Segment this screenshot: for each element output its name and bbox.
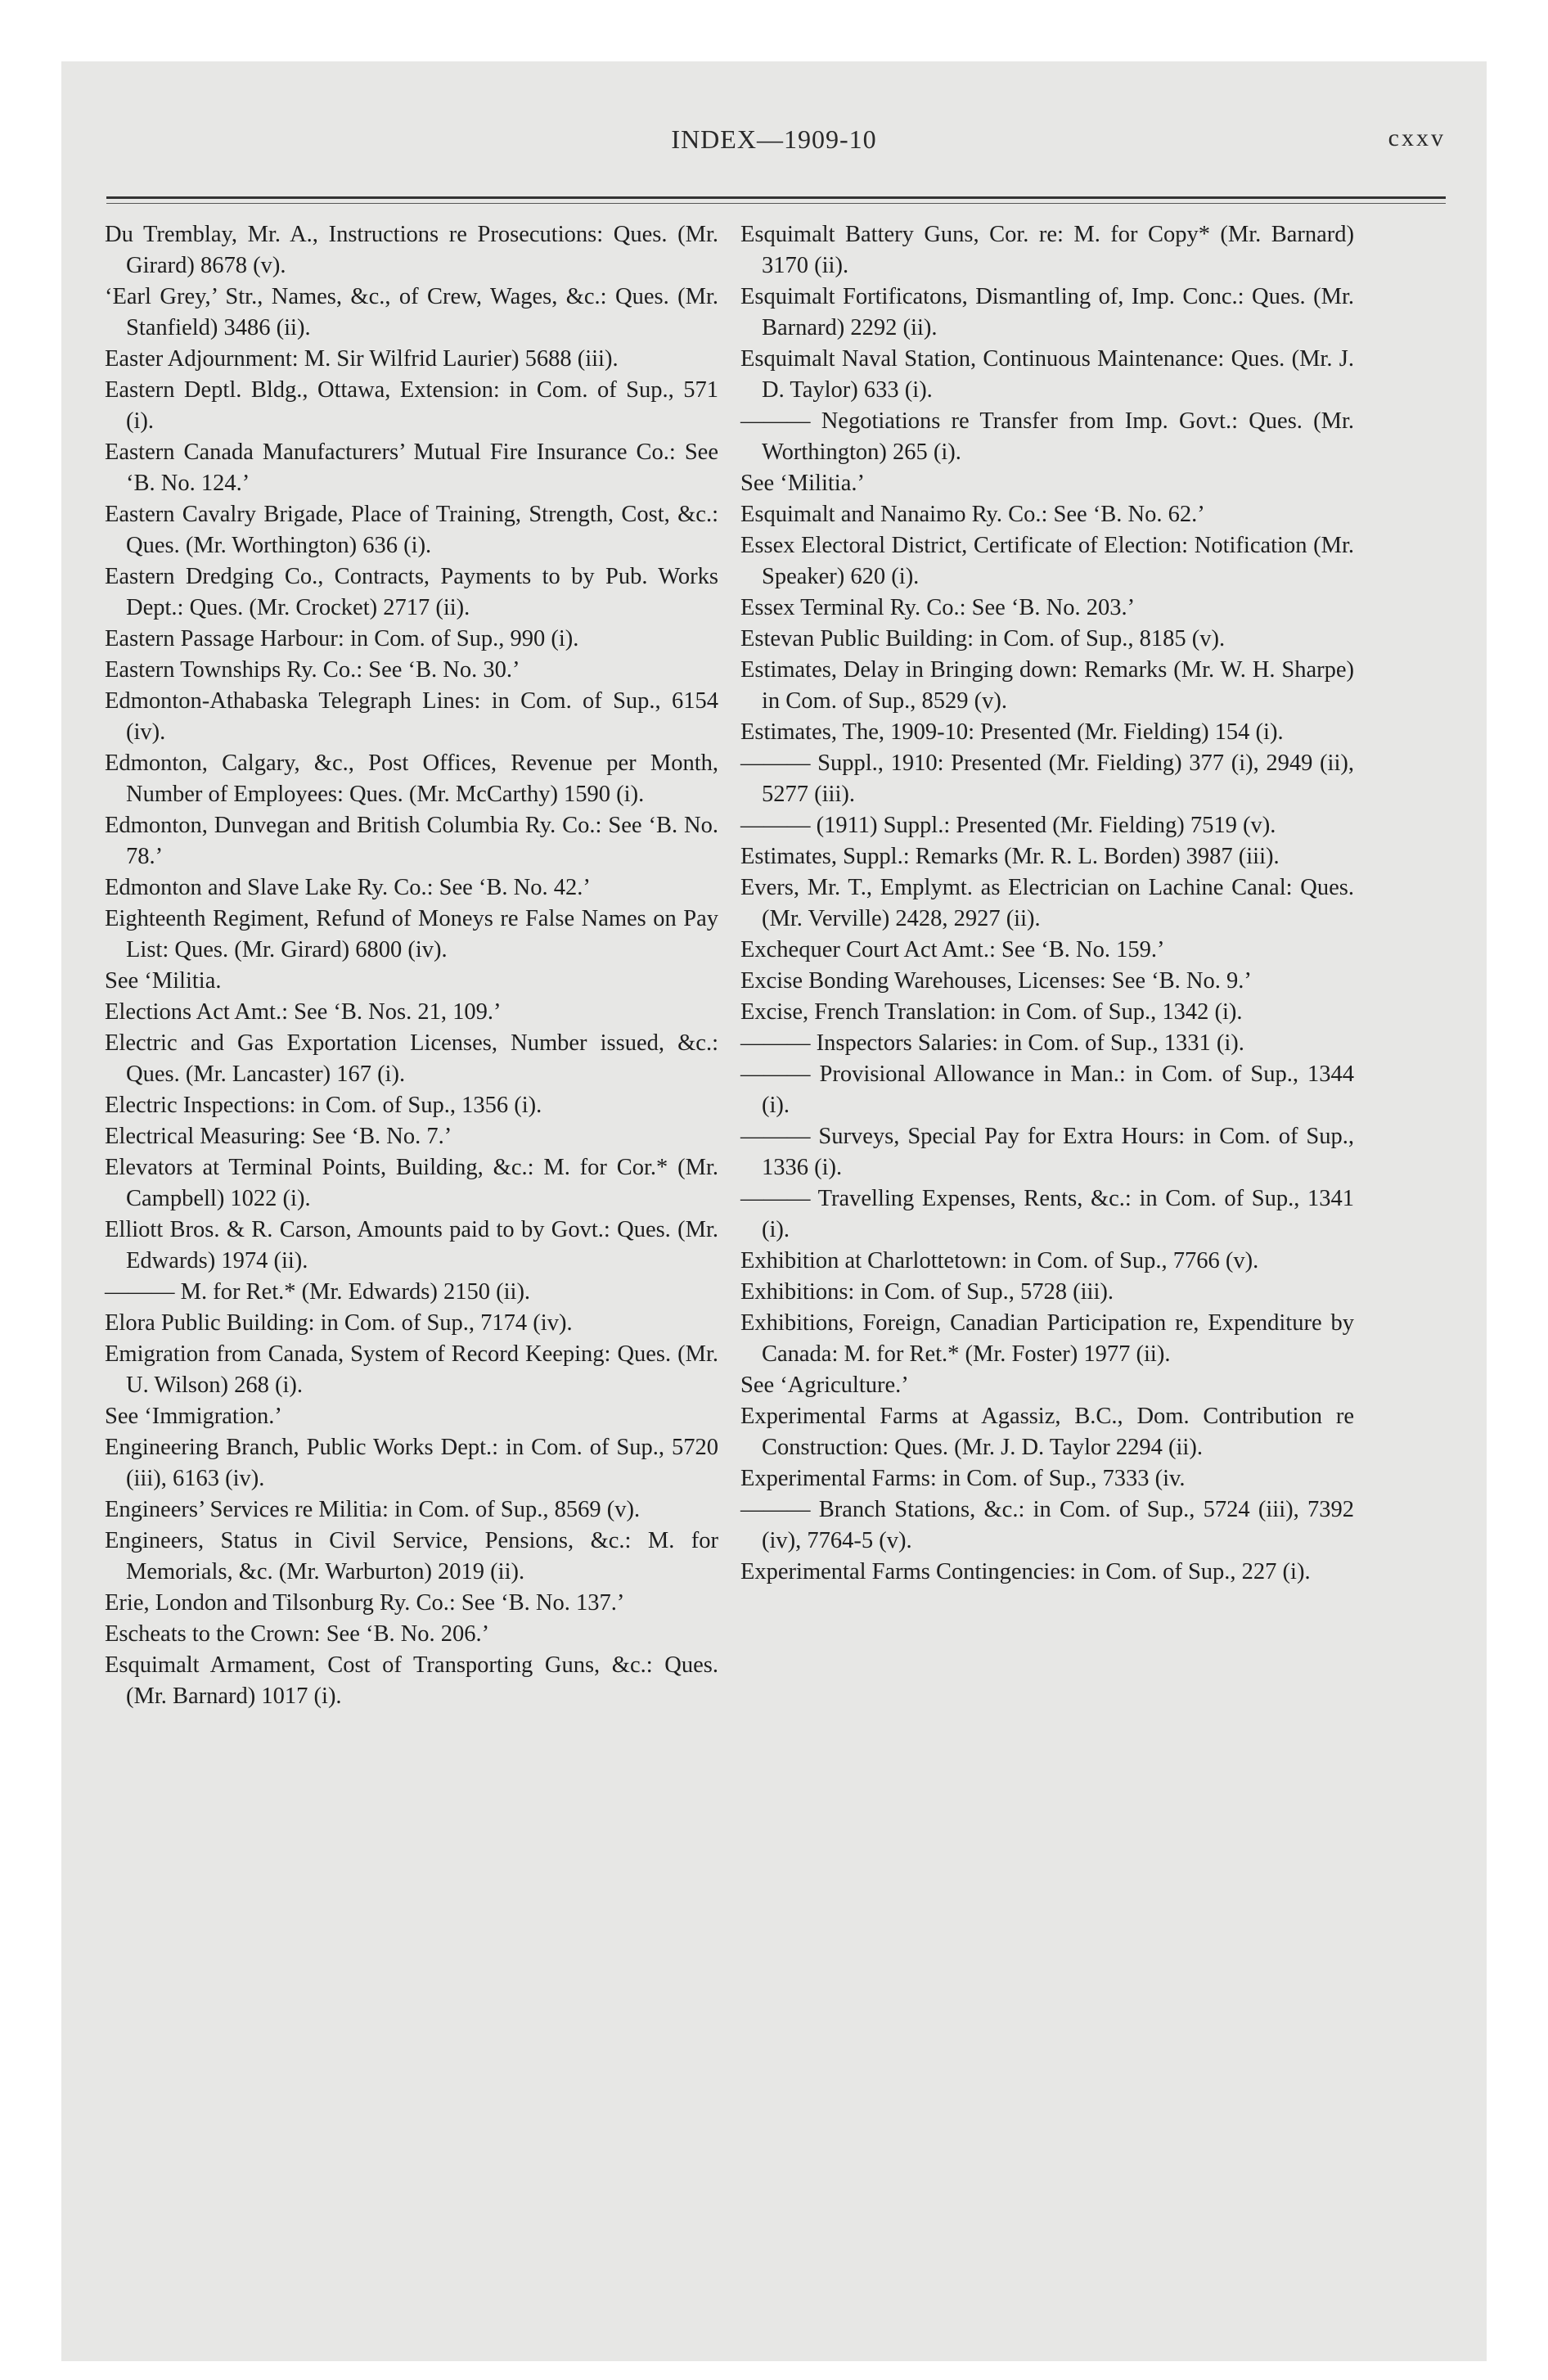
index-entry: Elora Public Building: in Com. of Sup., 7174 (iv). <box>105 1310 573 1336</box>
index-entry: Esquimalt Battery Guns, Cor. re: M. for Copy* (Mr. Barnard) 3170 (ii). <box>740 222 1354 278</box>
index-entry: Elliott Bros. & R. Carson, Amounts paid to by Govt.: Ques. (Mr. Edwards) 1974 (ii). <box>105 1217 718 1273</box>
index-entry: Edmonton, Calgary, &c., Post Offices, Revenue per Month, Number of Employees: Ques. (Mr. McCarthy) 1590 (i). <box>105 751 718 807</box>
index-entry: Esquimalt Fortificatons, Dismantling of, Imp. Conc.: Ques. (Mr. Barnard) 2292 (ii). <box>740 284 1354 340</box>
index-entry: Exhibitions, Foreign, Canadian Participation re, Expenditure by Canada: M. for Ret.* (Mr. Foster) 1977 (ii). <box>740 1310 1354 1367</box>
index-entry: Evers, Mr. T., Emplymt. as Electrician on Lachine Canal: Ques. (Mr. Verville) 2428, 2927 (ii). <box>740 875 1354 931</box>
index-entry: Eastern Dredging Co., Contracts, Payments to by Pub. Works Dept.: Ques. (Mr. Crocket) 2717 (ii). <box>105 564 718 620</box>
index-entry: See ‘Agriculture.’ <box>740 1373 909 1398</box>
index-entry: Engineers’ Services re Militia: in Com. of Sup., 8569 (v). <box>105 1497 641 1522</box>
index-entry: Eastern Cavalry Brigade, Place of Training, Strength, Cost, &c.: Ques. (Mr. Worthington) 636 (i). <box>105 502 718 558</box>
index-entry: Esquimalt Naval Station, Continuous Maintenance: Ques. (Mr. J. D. Taylor) 633 (i). <box>740 346 1354 403</box>
index-entry: Eastern Deptl. Bldg., Ottawa, Extension: in Com. of Sup., 571 (i). <box>105 377 718 434</box>
index-entry: ——— Surveys, Special Pay for Extra Hours: in Com. of Sup., 1336 (i). <box>740 1124 1354 1180</box>
index-entry: ——— Provisional Allowance in Man.: in Com. of Sup., 1344 (i). <box>740 1062 1354 1118</box>
index-entry: Electric Inspections: in Com. of Sup., 1356 (i). <box>105 1093 542 1118</box>
index-entry: Estevan Public Building: in Com. of Sup., 8185 (v). <box>740 626 1226 651</box>
index-entry: Exchequer Court Act Amt.: See ‘B. No. 159.’ <box>740 937 1165 962</box>
index-entry: ——— Inspectors Salaries: in Com. of Sup., 1331 (i). <box>740 1030 1244 1056</box>
header-rule <box>106 196 1446 199</box>
index-entry: Estimates, Suppl.: Remarks (Mr. R. L. Borden) 3987 (iii). <box>740 844 1280 869</box>
index-entry: See ‘Militia.’ <box>740 471 865 496</box>
index-entry: See ‘Immigration.’ <box>105 1404 282 1429</box>
index-entry: Erie, London and Tilsonburg Ry. Co.: See ‘B. No. 137.’ <box>105 1590 625 1616</box>
index-entry: Estimates, Delay in Bringing down: Remarks (Mr. W. H. Sharpe) in Com. of Sup., 8529 (v). <box>740 657 1354 714</box>
index-entry: Exhibitions: in Com. of Sup., 5728 (iii). <box>740 1279 1114 1305</box>
index-entry: Eastern Canada Manufacturers’ Mutual Fire Insurance Co.: See ‘B. No. 124.’ <box>105 439 718 496</box>
index-entry: ——— Negotiations re Transfer from Imp. Govt.: Ques. (Mr. Worthington) 265 (i). <box>740 408 1354 465</box>
index-entry: See ‘Militia. <box>105 968 222 994</box>
page-title: INDEX—1909-10 <box>671 124 877 154</box>
left-column <box>105 219 718 1712</box>
index-entry: Emigration from Canada, System of Record Keeping: Ques. (Mr. U. Wilson) 268 (i). <box>105 1341 718 1398</box>
index-entry: Essex Electoral District, Certificate of Election: Notification (Mr. Speaker) 620 (i). <box>740 533 1354 589</box>
index-entry: ——— M. for Ret.* (Mr. Edwards) 2150 (ii). <box>105 1279 531 1305</box>
index-entry: Edmonton, Dunvegan and British Columbia Ry. Co.: See ‘B. No. 78.’ <box>105 813 718 869</box>
index-entry: Excise Bonding Warehouses, Licenses: See ‘B. No. 9.’ <box>740 968 1252 994</box>
index-entry: Estimates, The, 1909-10: Presented (Mr. Fielding) 154 (i). <box>740 719 1284 745</box>
index-entry: ‘Earl Grey,’ Str., Names, &c., of Crew, Wages, &c.: Ques. (Mr. Stanfield) 3486 (ii). <box>105 284 718 340</box>
index-entry: Edmonton-Athabaska Telegraph Lines: in Com. of Sup., 6154 (iv). <box>105 688 718 745</box>
index-entry: Essex Terminal Ry. Co.: See ‘B. No. 203.’ <box>740 595 1136 620</box>
running-head <box>0 124 1548 157</box>
index-entry: Eighteenth Regiment, Refund of Moneys re False Names on Pay List: Ques. (Mr. Girard) 6800 (iv). <box>105 906 718 962</box>
page-number: cxxv <box>1388 124 1446 151</box>
index-entry: Esquimalt Armament, Cost of Transporting Guns, &c.: Ques. (Mr. Barnard) 1017 (i). <box>105 1652 718 1709</box>
index-entry: Eastern Townships Ry. Co.: See ‘B. No. 30.’ <box>105 657 520 683</box>
index-entry: Elections Act Amt.: See ‘B. Nos. 21, 109.’ <box>105 999 502 1025</box>
index-entry: Eastern Passage Harbour: in Com. of Sup., 990 (i). <box>105 626 579 651</box>
index-entry: Edmonton and Slave Lake Ry. Co.: See ‘B. No. 42.’ <box>105 875 591 900</box>
index-entry: Exhibition at Charlottetown: in Com. of Sup., 7766 (v). <box>740 1248 1259 1273</box>
index-entry: Easter Adjournment: M. Sir Wilfrid Laurier) 5688 (iii). <box>105 346 619 372</box>
index-entry: Du Tremblay, Mr. A., Instructions re Prosecutions: Ques. (Mr. Girard) 8678 (v). <box>105 222 718 278</box>
index-entry: Escheats to the Crown: See ‘B. No. 206.’ <box>105 1621 490 1647</box>
index-entry: Engineering Branch, Public Works Dept.: in Com. of Sup., 5720 (iii), 6163 (iv). <box>105 1435 718 1491</box>
index-entry: Excise, French Translation: in Com. of Sup., 1342 (i). <box>740 999 1243 1025</box>
index-entry: Esquimalt and Nanaimo Ry. Co.: See ‘B. No. 62.’ <box>740 502 1205 527</box>
index-entry: ——— Suppl., 1910: Presented (Mr. Fielding) 377 (i), 2949 (ii), 5277 (iii). <box>740 751 1354 807</box>
index-entry: ——— Branch Stations, &c.: in Com. of Sup., 5724 (iii), 7392 (iv), 7764-5 (v). <box>740 1497 1354 1553</box>
index-entry: ——— Travelling Expenses, Rents, &c.: in Com. of Sup., 1341 (i). <box>740 1186 1354 1242</box>
index-entry: ——— (1911) Suppl.: Presented (Mr. Fielding) 7519 (v). <box>740 813 1276 838</box>
right-column <box>740 219 1354 1588</box>
index-entry: Electrical Measuring: See ‘B. No. 7.’ <box>105 1124 452 1149</box>
index-entry: Elevators at Terminal Points, Building, &c.: M. for Cor.* (Mr. Campbell) 1022 (i). <box>105 1155 718 1211</box>
header-rule-thin <box>106 203 1446 204</box>
index-entry: Experimental Farms: in Com. of Sup., 7333 (iv. <box>740 1466 1186 1491</box>
index-entry: Electric and Gas Exportation Licenses, Number issued, &c.: Ques. (Mr. Lancaster) 167 (i). <box>105 1030 718 1087</box>
index-entry: Experimental Farms Contingencies: in Com. of Sup., 227 (i). <box>740 1559 1311 1584</box>
index-entry: Engineers, Status in Civil Service, Pensions, &c.: M. for Memorials, &c. (Mr. Warburton) 2019 (ii). <box>105 1528 718 1584</box>
index-entry: Experimental Farms at Agassiz, B.C., Dom. Contribution re Construction: Ques. (Mr. J. D. Taylor 2294 (ii). <box>740 1404 1354 1460</box>
